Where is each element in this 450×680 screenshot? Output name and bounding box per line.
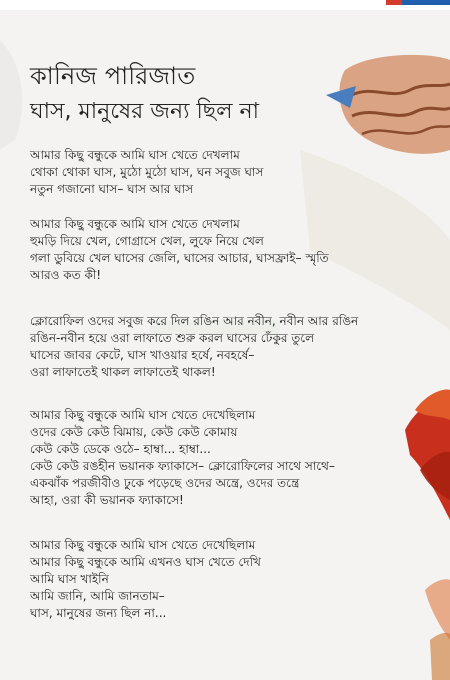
stanza [30, 147, 440, 198]
stanza [30, 537, 440, 622]
poem-line: ঘাসের জাবর কেটে, ঘাস খাওয়ার হর্ষে, নবহর্ষে– [30, 348, 255, 362]
poem-line: ওরা লাফাতেই থাকল লাফাতেই থাকল! [30, 365, 216, 379]
stanza [30, 313, 440, 381]
poem-line: থোকা থোকা ঘাস, মুঠো মুঠো ঘাস, ঘন সবুজ ঘাস [30, 165, 264, 179]
stanza [30, 216, 440, 284]
poem-line: আমার কিছু বন্ধুকে আমি ঘাস খেতে দেখেছিলাম [30, 408, 256, 422]
poem-line: আমার কিছু বন্ধুকে আমি ঘাস খেতে দেখেছিলাম [30, 538, 256, 552]
poem-line: ঘাস, মানুষের জন্য ছিল না... [30, 606, 167, 620]
poem-line: ওদের কেউ কেউ ঝিমায়, কেউ কেউ কোমায় [30, 425, 238, 439]
poem-line: আরও কত কী! [30, 268, 102, 282]
poem-line: আমি ঘাস খাইনি [30, 572, 109, 586]
poem-line: আমার কিছু বন্ধুকে আমি এখনও ঘাস খেতে দেখি [30, 555, 261, 569]
poem-line: আমি জানি, আমি জানতাম– [30, 589, 165, 603]
poem-title: ঘাস, মানুষের জন্য ছিল না [30, 99, 259, 124]
poem-line: ক্লোরোফিল ওদের সবুজ করে দিল রঙিন আর নবীন, নবীন আর রঙিন [30, 314, 359, 328]
poem-line: কেউ কেউ ডেকে ওঠে– হাম্বা... হাম্বা... [30, 442, 211, 456]
poem-line: আমার কিছু বন্ধুকে আমি ঘাস খেতে দেখলাম [30, 217, 240, 231]
poem-line: আহা, ওরা কী ভয়ানক ফ্যাকাসে! [30, 493, 184, 507]
poem-line: আমার কিছু বন্ধুকে আমি ঘাস খেতে দেখলাম [30, 148, 240, 162]
poem-line: রঙিন-নবীন হয়ে ওরা লাফাতে শুরু করল ঘাসের ঢেঁকুর তুলে [30, 331, 315, 345]
poem-line: কেউ কেউ রঙহীন ভয়ানক ফ্যাকাসে– ক্লোরোফিলের সাথে সাথে– [30, 459, 335, 473]
stanza [30, 407, 440, 509]
poem-line: নতুন গজানো ঘাস– ঘাস আর ঘাস [30, 182, 194, 196]
poem-author: কানিজ পারিজাত [30, 62, 196, 90]
poem-line: হুমড়ি দিয়ে খেল, গোগ্রাসে খেল, লুফে নিয়ে খেল [30, 234, 264, 248]
poem-line: গলা ডুবিয়ে খেল ঘাসের জেলি, ঘাসের আচার, ঘাসফ্রাই– স্মৃতি [30, 251, 329, 265]
poem-line: একঝাঁক পরজীবীও ঢুকে পড়েছে ওদের অন্ত্রে, ওদের তন্ত্রে [30, 476, 300, 490]
